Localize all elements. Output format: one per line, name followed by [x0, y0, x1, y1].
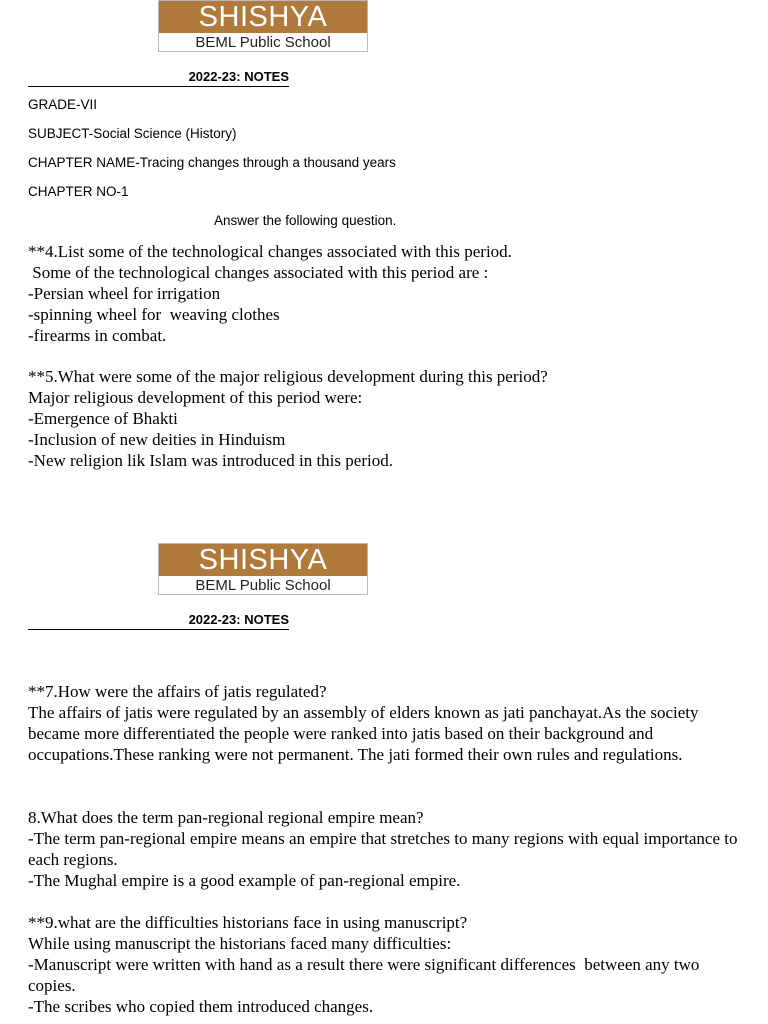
- answer-item: -The Mughal empire is a good example of pan-regional empire.: [28, 871, 461, 890]
- instruction: Answer the following question.: [214, 213, 397, 228]
- answer-item: -Persian wheel for irrigation: [28, 284, 221, 303]
- question-7-text: **7.How were the affairs of jatis regulated?: [28, 682, 327, 701]
- question-5: [28, 366, 738, 471]
- answer-item: -The term pan-regional empire means an empire that stretches to many regions with equal importance to each regions.: [28, 829, 742, 869]
- question-7: [28, 681, 738, 765]
- logo-name: SHISHYA: [159, 1, 367, 33]
- question-4: [28, 241, 738, 346]
- answer-item: -Manuscript were written with hand as a result there were significant differences between any two copies.: [28, 955, 704, 995]
- question-7-answer: The affairs of jatis were regulated by an assembly of elders known as jati panchayat.As the society became more differentiated the people were ranked into jatis based on their background and occupations.These ranking were not permanent. The jati formed their own rules and regulations.: [28, 703, 703, 764]
- answer-item: -spinning wheel for weaving clothes: [28, 305, 280, 324]
- school-logo-page-2: [158, 543, 368, 595]
- question-5-intro: Major religious development of this period were:: [28, 388, 363, 407]
- question-4-text: **4.List some of the technological changes associated with this period.: [28, 242, 512, 261]
- answer-item: -New religion lik Islam was introduced in this period.: [28, 451, 393, 470]
- question-9-text: **9.what are the difficulties historians face in using manuscript?: [28, 913, 468, 932]
- question-4-intro: Some of the technological changes associated with this period are :: [28, 263, 489, 282]
- question-9-intro: While using manuscript the historians faced many difficulties:: [28, 934, 452, 953]
- question-5-text: **5.What were some of the major religious development during this period?: [28, 367, 548, 386]
- question-9: [28, 912, 738, 1017]
- chapter-name: CHAPTER NAME-Tracing changes through a thousand years: [28, 155, 396, 170]
- notes-title-page-2: 2022-23: NOTES: [28, 611, 289, 630]
- answer-item: -firearms in combat.: [28, 326, 167, 345]
- notes-title: 2022-23: NOTES: [28, 68, 289, 87]
- grade: GRADE-VII: [28, 97, 98, 112]
- logo-school: BEML Public School: [195, 577, 331, 594]
- school-logo: [158, 0, 368, 52]
- answer-item: -Inclusion of new deities in Hinduism: [28, 430, 286, 449]
- chapter-number: CHAPTER NO-1: [28, 184, 129, 199]
- question-8: [28, 807, 742, 891]
- answer-item: -Emergence of Bhakti: [28, 409, 178, 428]
- answer-item: -The scribes who copied them introduced changes.: [28, 997, 374, 1016]
- logo-school: BEML Public School: [195, 34, 331, 51]
- subject: SUBJECT-Social Science (History): [28, 126, 237, 141]
- logo-name: SHISHYA: [159, 544, 367, 576]
- question-8-text: 8.What does the term pan-regional regional empire mean?: [28, 808, 424, 827]
